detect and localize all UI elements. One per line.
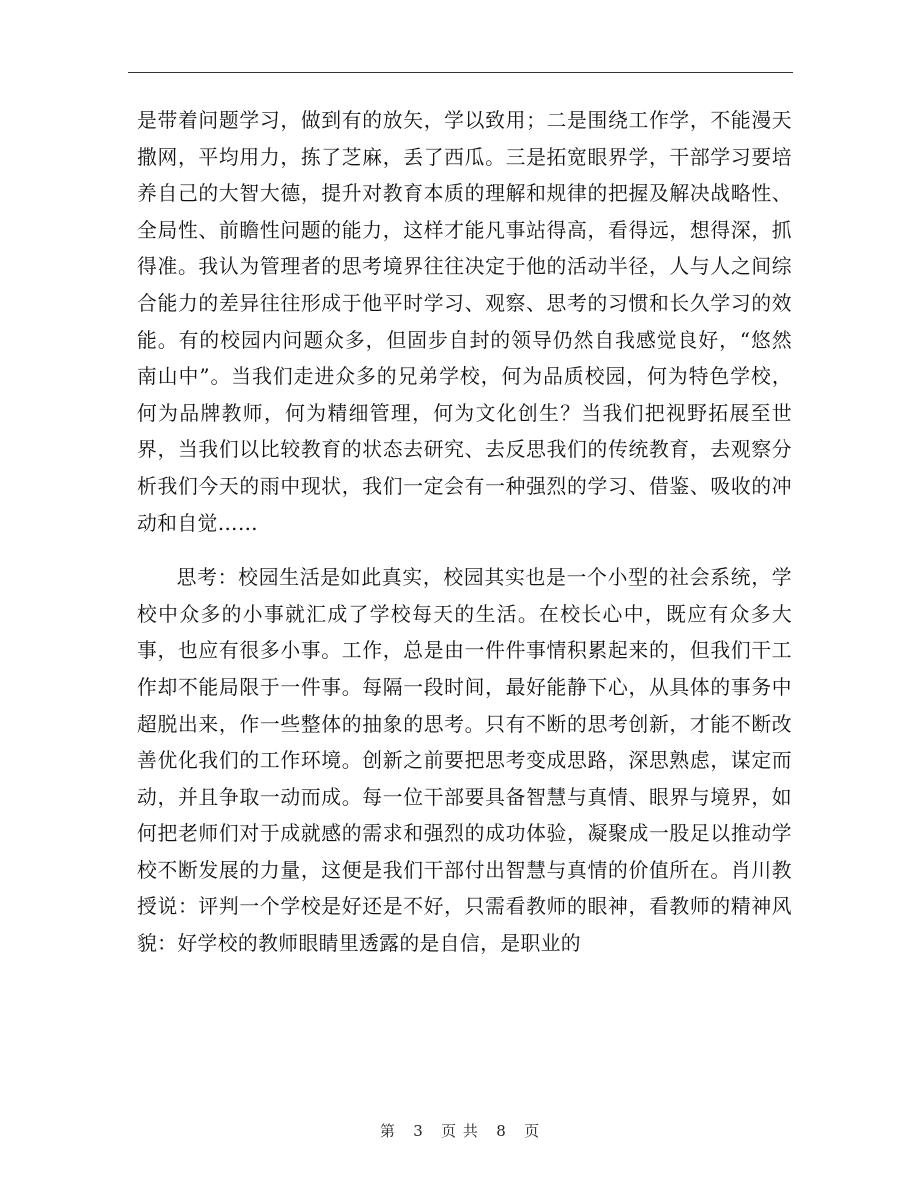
footer-total-pages: 8	[496, 1122, 507, 1140]
header-rule	[128, 72, 793, 73]
page-footer	[0, 1120, 920, 1141]
paragraph-1: 是带着问题学习，做到有的放矢，学以致用；二是围绕工作学，不能漫天撒网，平均用力，拣了芝麻，丢了西瓜。三是拓宽眼界学，干部学习要培养自己的大智大德，提升对教育本质的理解和规律的把握及解决战略性、全局性、前瞻性问题的能力，这样才能凡事站得高，看得远，想得深，抓得准。我认为管理者的思考境界往往决定于他的活动半径，人与人之间综合能力的差异往往形成于他平时学习、观察、思考的习惯和长久学习的效能。有的校园内问题众多，但固步自封的领导仍然自我感觉良好，“悠然南山中”。当我们走进众多的兄弟学校，何为品质校园，何为特色学校，何为品牌教师，何为精细管理，何为文化创生？当我们把视野拓展至世界，当我们以比较教育的状态去研究、去反思我们的传统教育，去观察分析我们今天的雨中现状，我们一定会有一种强烈的学习、借鉴、吸收的冲动和自觉……	[137, 109, 792, 535]
footer-prefix: 第	[379, 1122, 396, 1140]
footer-current-page: 3	[413, 1122, 424, 1140]
footer-suffix: 页	[524, 1122, 541, 1140]
paragraph-2: 思考：校园生活是如此真实，校园其实也是一个小型的社会系统，学校中众多的小事就汇成了学校每天的生活。在校长心中，既应有众多大事，也应有很多小事。工作，总是由一件件事情积累起来的，但我们干工作却不能局限于一件事。每隔一段时间，最好能静下心，从具体的事务中超脱出来，作一些整体的抽象的思考。只有不断的思考创新，才能不断改善优化我们的工作环境。创新之前要把思考变成思路，深思熟虑，谋定而动，并且争取一动而成。每一位干部要具备智慧与真情、眼界与境界，如何把老师们对于成就感的需求和强烈的成功体验，凝聚成一股足以推动学校不断发展的力量，这便是我们干部付出智慧与真情的价值所在。肖川教授说：评判一个学校是好还是不好，只需看教师的眼神，看教师的精神风貌：好学校的教师眼睛里透露的是自信，是职业的	[137, 566, 792, 956]
footer-middle: 页 共	[441, 1122, 479, 1140]
body-text	[137, 103, 792, 963]
